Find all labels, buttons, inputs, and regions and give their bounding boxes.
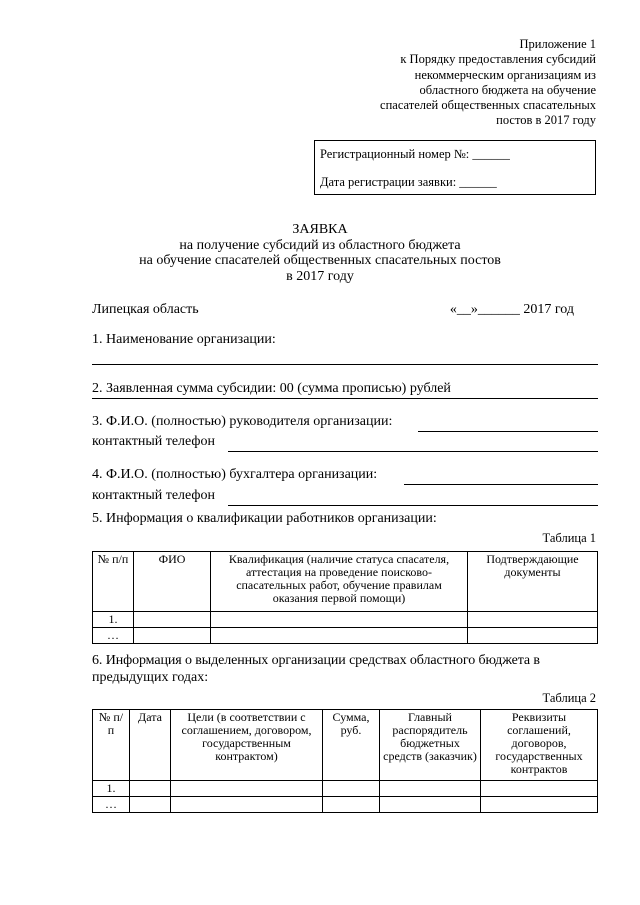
- table-cell[interactable]: [468, 628, 598, 644]
- table-cell[interactable]: [380, 781, 481, 797]
- table2-caption: Таблица 2: [542, 691, 596, 705]
- head-name-line[interactable]: [418, 431, 598, 432]
- table-header-cell: ФИО: [134, 552, 211, 612]
- subsidy-amount-label[interactable]: 2. Заявленная сумма субсидии: 00 (сумма прописью) рублей: [92, 381, 451, 396]
- appendix-line: Приложение 1: [519, 37, 596, 51]
- registration-date[interactable]: Дата регистрации заявки: ______: [320, 175, 497, 189]
- table-cell: 1.: [93, 781, 130, 797]
- accountant-phone-line[interactable]: [228, 505, 598, 506]
- table-header-row: [93, 710, 598, 781]
- table-header-cell: Подтверждающие документы: [468, 552, 598, 612]
- section6-heading: 6. Информация о выделенных организации средствах областного бюджета в: [92, 653, 540, 668]
- appendix-line: к Порядку предоставления субсидий: [400, 52, 596, 67]
- region-date-row: [92, 302, 598, 318]
- table-cell: 1.: [93, 612, 134, 628]
- title-line: ЗАЯВКА: [292, 222, 348, 237]
- section6-heading-cont: предыдущих годах:: [92, 670, 209, 685]
- budget-funds-table: [92, 709, 598, 813]
- head-phone-line[interactable]: [228, 451, 598, 452]
- head-phone-label: контактный телефон: [92, 434, 215, 449]
- table-header-cell: Квалификация (наличие статуса спасателя, аттестация на проведение поисково-спасательных работ, обучение правилам оказания первой помощи): [211, 552, 468, 612]
- accountant-name-label: 4. Ф.И.О. (полностью) бухгалтера организации:: [92, 467, 378, 482]
- appendix-line: областного бюджета на обучение: [419, 82, 596, 97]
- table1-caption: Таблица 1: [542, 531, 596, 545]
- section5-heading: 5. Информация о квалификации работников организации:: [92, 511, 437, 526]
- title-line: на обучение спасателей общественных спасательных постов: [139, 253, 501, 268]
- accountant-name-line[interactable]: [404, 484, 598, 485]
- title-line: в 2017 году: [286, 268, 354, 284]
- table-header-cell: Дата: [130, 710, 171, 781]
- table-header-row: [93, 552, 598, 612]
- table-header-cell: Главный распорядитель бюджетных средств (заказчик): [380, 710, 481, 781]
- org-name-line[interactable]: [92, 364, 598, 365]
- table-cell[interactable]: [323, 797, 380, 813]
- org-name-label: 1. Наименование организации:: [92, 332, 276, 347]
- appendix-header: [296, 37, 596, 129]
- qualification-table: [92, 551, 598, 644]
- table-header-cell: Реквизиты соглашений, договоров, государственных контрактов: [481, 710, 598, 781]
- table-cell[interactable]: [171, 781, 323, 797]
- application-date[interactable]: «__»______ 2017 год: [449, 302, 574, 317]
- head-name-label: 3. Ф.И.О. (полностью) руководителя организации:: [92, 414, 393, 429]
- region-label: Липецкая область: [92, 302, 199, 317]
- table-row: [93, 628, 598, 644]
- table-row: [93, 781, 598, 797]
- table-cell[interactable]: [134, 628, 211, 644]
- table-cell[interactable]: [134, 612, 211, 628]
- table-cell[interactable]: [211, 612, 468, 628]
- table-cell[interactable]: [171, 797, 323, 813]
- table-header-cell: № п/п: [93, 710, 130, 781]
- table-cell[interactable]: [130, 781, 171, 797]
- table-cell: …: [93, 797, 130, 813]
- table-row: [93, 797, 598, 813]
- table-cell[interactable]: [380, 797, 481, 813]
- accountant-phone-label: контактный телефон: [92, 488, 215, 503]
- appendix-line: некоммерческим организациям из: [414, 67, 596, 82]
- table-cell[interactable]: [468, 612, 598, 628]
- subsidy-amount-line: [92, 398, 598, 399]
- table-header-cell: Цели (в соответствии с соглашением, договором, государственным контрактом): [171, 710, 323, 781]
- table-cell[interactable]: [481, 797, 598, 813]
- table-cell: …: [93, 628, 134, 644]
- title-line: на получение субсидий из областного бюджета: [179, 237, 461, 253]
- table-cell[interactable]: [323, 781, 380, 797]
- table-cell[interactable]: [130, 797, 171, 813]
- table-cell[interactable]: [211, 628, 468, 644]
- appendix-line: спасателей общественных спасательных: [380, 98, 596, 113]
- table-cell[interactable]: [481, 781, 598, 797]
- table-header-cell: Сумма, руб.: [323, 710, 380, 781]
- document-title: [0, 222, 640, 284]
- registration-number[interactable]: Регистрационный номер №: ______: [320, 147, 510, 161]
- table-header-cell: № п/п: [93, 552, 134, 612]
- appendix-line: постов в 2017 году: [496, 113, 596, 128]
- table-row: [93, 612, 598, 628]
- registration-box: [314, 140, 596, 195]
